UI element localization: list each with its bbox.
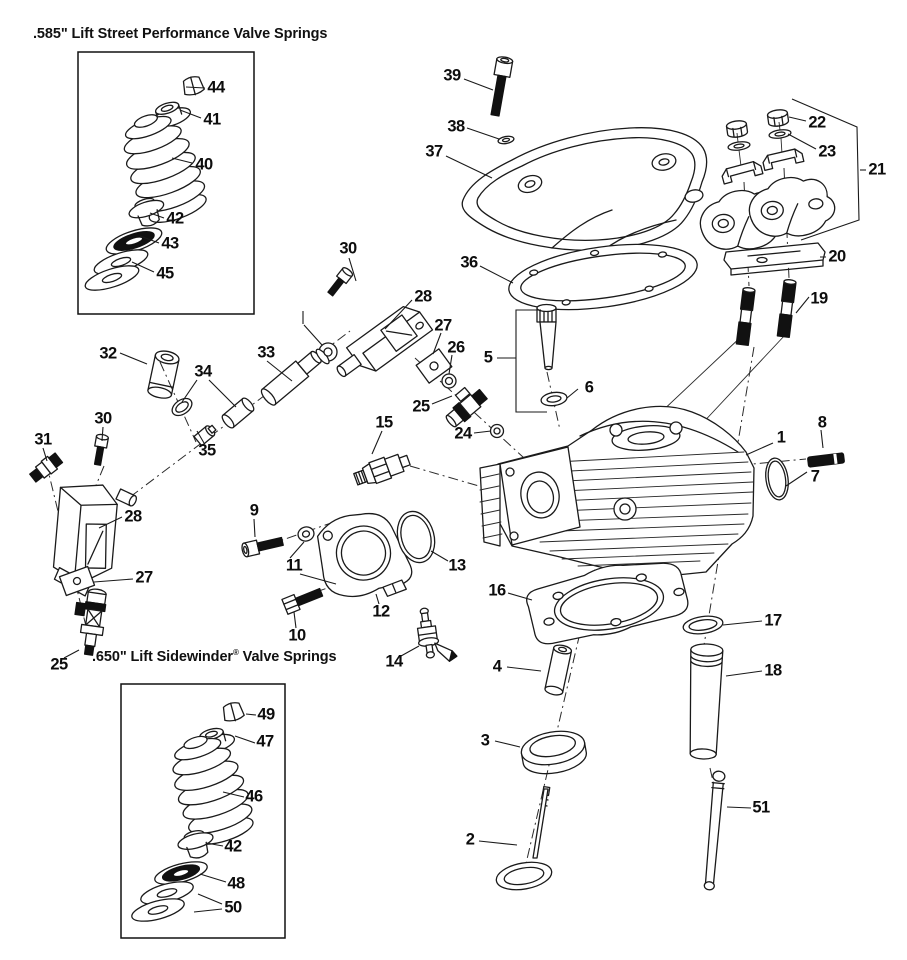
part-label-24: 24 (454, 424, 472, 443)
part-label-50: 50 (224, 898, 242, 917)
head-oring-7 (763, 457, 791, 502)
part-label-17: 17 (764, 611, 782, 630)
part-label-46: 46 (245, 787, 263, 806)
part-label-5: 5 (483, 348, 493, 367)
section-title-650 (92, 648, 336, 665)
rocker-clip (721, 160, 763, 184)
part-label-18: 18 (764, 661, 782, 680)
part-label-22: 22 (808, 113, 826, 132)
part-label-13: 13 (448, 556, 466, 575)
kit-650-keeper-49 (221, 701, 245, 724)
part-label-3: 3 (480, 731, 490, 750)
part-label-1: 1 (776, 428, 786, 447)
part-label-23: 23 (818, 142, 836, 161)
part-label-25a: 25 (412, 397, 430, 416)
part-label-2: 2 (465, 830, 475, 849)
part-label-21: 21 (868, 160, 886, 179)
dowel-stud-8 (808, 453, 845, 467)
valve-2 (494, 787, 554, 894)
cover-washer-38 (498, 135, 515, 145)
part-label-49: 49 (257, 705, 275, 724)
part-label-27a: 27 (434, 316, 452, 335)
section-title-650-text: .650" Lift Sidewinder (92, 648, 233, 665)
part-label-51: 51 (752, 798, 770, 817)
part-label-11: 11 (285, 556, 303, 575)
rocker-cover-37 (462, 128, 707, 251)
part-label-30a: 30 (339, 239, 357, 258)
registered-trademark-symbol: ® (232, 648, 239, 657)
part-label-43: 43 (161, 234, 179, 253)
part-label-19: 19 (810, 289, 828, 308)
section-title-585-text: .585" Lift Street Performance Valve Springs (33, 26, 328, 42)
breather-14 (414, 605, 457, 665)
part-label-33: 33 (257, 343, 275, 362)
part-label-40: 40 (195, 155, 213, 174)
rocker-nut-22b (767, 109, 789, 128)
part-label-14: 14 (385, 652, 403, 671)
oring-24 (491, 425, 504, 438)
flange-washer-11a (296, 525, 315, 543)
adjuster-sleeve-34 (220, 396, 256, 429)
rocker-arm-21b (746, 173, 837, 241)
kit-585-keeper-44 (181, 75, 205, 98)
cylinder-head-1 (480, 406, 754, 578)
part-label-8: 8 (817, 413, 827, 432)
flange-bolt-9 (241, 535, 284, 558)
injector-25b (70, 587, 109, 657)
bracket-bolt-30a (326, 266, 354, 297)
valve-guide-5 (537, 305, 556, 370)
part-label-37: 37 (425, 142, 443, 161)
part-label-20: 20 (828, 247, 846, 266)
valve-guide-4 (544, 644, 572, 697)
tick-mark (303, 311, 322, 345)
part-label-9: 9 (249, 501, 259, 520)
sensor-bracket-28a (330, 301, 433, 389)
kit-650-shims-50 (130, 877, 196, 925)
part-label-42a: 42 (166, 209, 184, 228)
valve-seat-3 (519, 727, 589, 778)
part-label-34: 34 (194, 362, 212, 381)
rocker-washer-23 (728, 141, 751, 152)
part-label-27b: 27 (135, 568, 153, 587)
part-label-44: 44 (207, 78, 225, 97)
part-label-25b: 25 (50, 655, 68, 674)
pushrod-cover-18 (687, 643, 723, 759)
part-label-35: 35 (198, 441, 216, 460)
part-label-41: 41 (203, 110, 221, 129)
cover-bolt-39 (487, 56, 513, 117)
head-stud-19b (777, 279, 796, 337)
part-label-12: 12 (372, 602, 390, 621)
head-gasket-16 (523, 555, 691, 646)
tube-oring-17 (682, 614, 724, 636)
part-label-28b: 28 (124, 507, 142, 526)
rocker-support-plate-20 (724, 243, 825, 275)
part-label-32: 32 (99, 344, 117, 363)
oring-26 (442, 374, 456, 388)
part-label-28a: 28 (414, 287, 432, 306)
cover-gasket-36 (505, 234, 702, 320)
part-label-15: 15 (375, 413, 393, 432)
part-label-30b: 30 (94, 409, 112, 428)
part-label-31: 31 (34, 430, 52, 449)
part-label-6: 6 (584, 378, 594, 397)
part-label-26: 26 (447, 338, 465, 357)
tappet-32 (147, 349, 180, 400)
flange-bolt-10 (282, 585, 324, 614)
part-label-10: 10 (288, 626, 306, 645)
section-title-585 (33, 26, 327, 42)
injector-25a (438, 381, 489, 430)
part-label-38: 38 (447, 117, 465, 136)
part-label-42b: 42 (224, 837, 242, 856)
part-label-16: 16 (488, 581, 506, 600)
bracket-bolt-30b (92, 434, 109, 466)
section-title-650-text2: Valve Springs (238, 648, 337, 665)
part-label-7: 7 (810, 467, 820, 486)
part-label-39: 39 (443, 66, 461, 85)
part-label-4: 4 (492, 657, 502, 676)
part-label-47: 47 (256, 732, 274, 751)
part-label-45: 45 (156, 264, 174, 283)
pushrod-51 (703, 771, 725, 891)
rocker-clip-b (762, 148, 804, 171)
valve-seal-6 (540, 391, 568, 407)
sensor-15 (352, 450, 412, 490)
head-stud-19 (736, 287, 755, 345)
tappet-clip-34 (169, 395, 195, 419)
part-label-48: 48 (227, 874, 245, 893)
part-label-36: 36 (460, 253, 478, 272)
